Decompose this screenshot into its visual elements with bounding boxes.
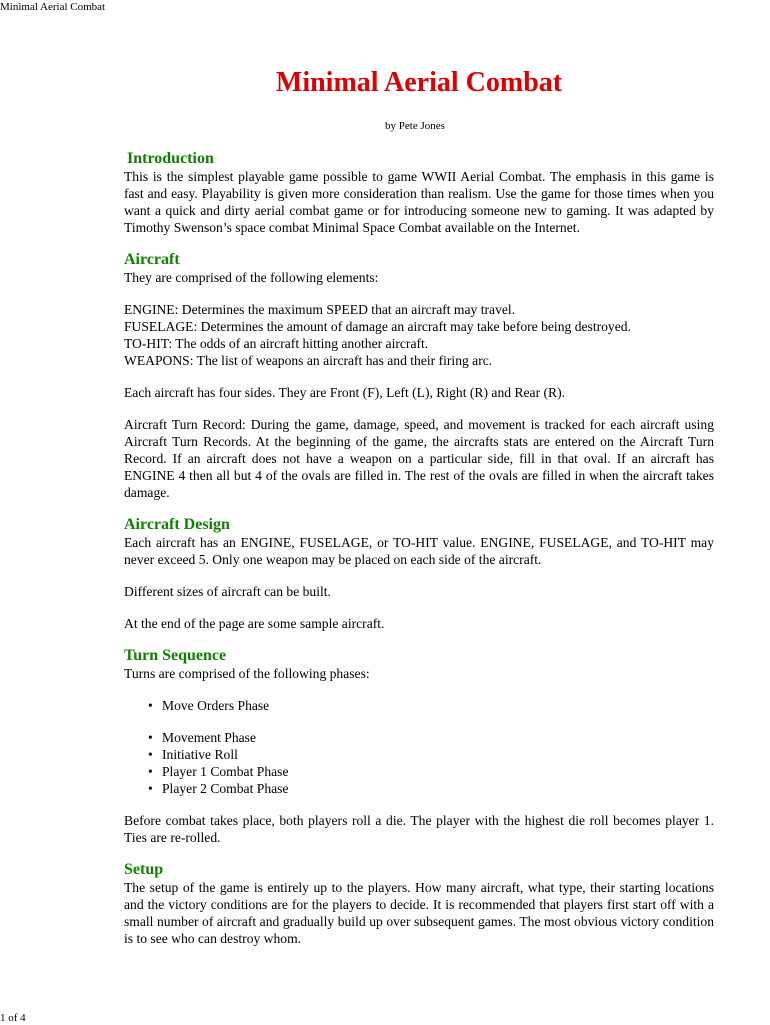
section-aircraft-design xyxy=(124,515,714,632)
running-header: Minimal Aerial Combat xyxy=(0,1,106,13)
element-line: ENGINE: Determines the maximum SPEED that an aircraft may travel. xyxy=(124,302,516,317)
list-item: • Movement Phase xyxy=(162,729,714,746)
section-introduction xyxy=(124,149,714,236)
list-item: • Player 1 Combat Phase xyxy=(162,763,714,780)
section-turn-sequence xyxy=(124,646,714,846)
list-item: • Initiative Roll xyxy=(162,746,714,763)
paragraph: Aircraft Turn Record: During the game, damage, speed, and movement is tracked for each aircraft using Aircraft Turn Records. At the beginning of the game, the aircrafts stats are entered on the Aircraft Turn Record. If an aircraft does not have a weapon on a particular side, fill in that oval. If an aircraft has ENGINE 4 then all but 4 of the ovals are filled in. The rest of the ovals are filled in when the aircraft takes damage. xyxy=(124,417,714,500)
heading-introduction: Introduction xyxy=(127,150,214,167)
element-line: TO-HIT: The odds of an aircraft hitting another aircraft. xyxy=(124,336,429,351)
paragraph: Each aircraft has an ENGINE, FUSELAGE, or TO-HIT value. ENGINE, FUSELAGE, and TO-HIT may never exceed 5. Only one weapon may be placed on each side of the aircraft. xyxy=(124,535,714,567)
page-number: 1 of 4 xyxy=(0,1012,26,1024)
phase-list xyxy=(124,697,714,714)
paragraph: This is the simplest playable game possible to game WWII Aerial Combat. The emphasis in this game is fast and easy. Playability is given more consideration than realism. Use the game for those times when you want a quick and dirty aerial combat game or for introducing someone new to gaming. It was adapted by Timothy Swenson’s space combat Minimal Space Combat available on the Internet. xyxy=(124,169,714,235)
list-item: • Player 2 Combat Phase xyxy=(162,780,714,797)
paragraph: Each aircraft has four sides. They are Front (F), Left (L), Right (R) and Rear (R). xyxy=(124,385,566,400)
paragraph: Turns are comprised of the following phases: xyxy=(124,666,370,681)
byline: by Pete Jones xyxy=(385,120,445,132)
heading-aircraft: Aircraft xyxy=(124,251,180,268)
paragraph: Different sizes of aircraft can be built. xyxy=(124,584,331,599)
section-setup xyxy=(124,860,714,947)
heading-setup: Setup xyxy=(124,861,164,878)
element-line: WEAPONS: The list of weapons an aircraft has and their firing arc. xyxy=(124,353,493,368)
section-aircraft xyxy=(124,250,714,501)
paragraph: They are comprised of the following elements: xyxy=(124,270,379,285)
document-body xyxy=(124,149,714,947)
heading-turn-sequence: Turn Sequence xyxy=(124,647,227,664)
paragraph: Before combat takes place, both players roll a die. The player with the highest die roll becomes player 1. Ties are re-rolled. xyxy=(124,813,714,845)
paragraph: The setup of the game is entirely up to the players. How many aircraft, what type, their starting locations and the victory conditions are for the players to decide. It is recommended that players first start off with a small number of aircraft and gradually build up over subsequent games. The most obvious victory condition is to see who can destroy whom. xyxy=(124,880,714,946)
paragraph: At the end of the page are some sample aircraft. xyxy=(124,616,385,631)
phase-list xyxy=(124,729,714,797)
document-title: Minimal Aerial Combat xyxy=(275,67,563,98)
element-line: FUSELAGE: Determines the amount of damage an aircraft may take before being destroyed. xyxy=(124,319,631,334)
list-item: • Move Orders Phase xyxy=(162,697,714,714)
heading-aircraft-design: Aircraft Design xyxy=(124,516,230,533)
